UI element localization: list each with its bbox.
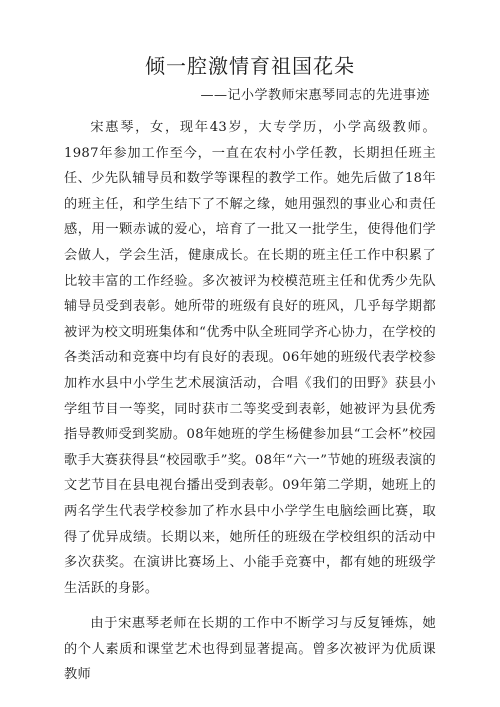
page-subtitle: ——记小学教师宋惠琴同志的先进事迹 <box>200 88 430 103</box>
page-title: 倾一腔激情育祖国花朵 <box>145 54 355 78</box>
body-paragraph: 宋惠琴，女，现年43岁，大专学历，小学高级教师。1987年参加工作至今，一直在农村小学任教，长期担任班主任、少先队辅导员和数学等课程的教学工作。她先后做了18年的班主任，和学生结下了不解之缘，她用强烈的事业心和责任感，用一颗赤诚的爱心，培育了一批又一批学生，使得他们学会做人，学会生活，健康成长。在长期的班主任工作中积累了比较丰富的工作经验。多次被评为校模范班主任和优秀少先队辅导员受到表彰。她所带的班级有良好的班风，几乎每学期都被评为校文明班集体和“优秀中队全班同学齐心协力，在学校的各类活动和竞赛中均有良好的表现。06年她的班级代表学校参加柞水县中小学生艺术展演活动，合唱《我们的田野》获县小学组节目一等奖，同时获市二等奖受到表彰，她被评为县优秀指导教师受到奖励。08年她班的学生杨健参加县“工会杯”校园歌手大赛获得县“校园歌手”奖。08年“六一”节她的班级表演的文艺节目在县电视台播出受到表彰。09年第二学期，她班上的两名学生代表学校参加了柞水县中小学学生电脑绘画比赛，取得了优异成绩。长期以来，她所任的班级在学校组织的活动中多次获奖。在演讲比赛场上、小能手竞赛中，都有她的班级学生活跃的身影。 <box>64 120 436 596</box>
body-paragraph: 由于宋惠琴老师在长期的工作中不断学习与反复锤炼，她的个人素质和课堂艺术也得到显著提高。曾多次被评为优质课教师 <box>64 616 436 683</box>
document-body <box>64 115 436 688</box>
